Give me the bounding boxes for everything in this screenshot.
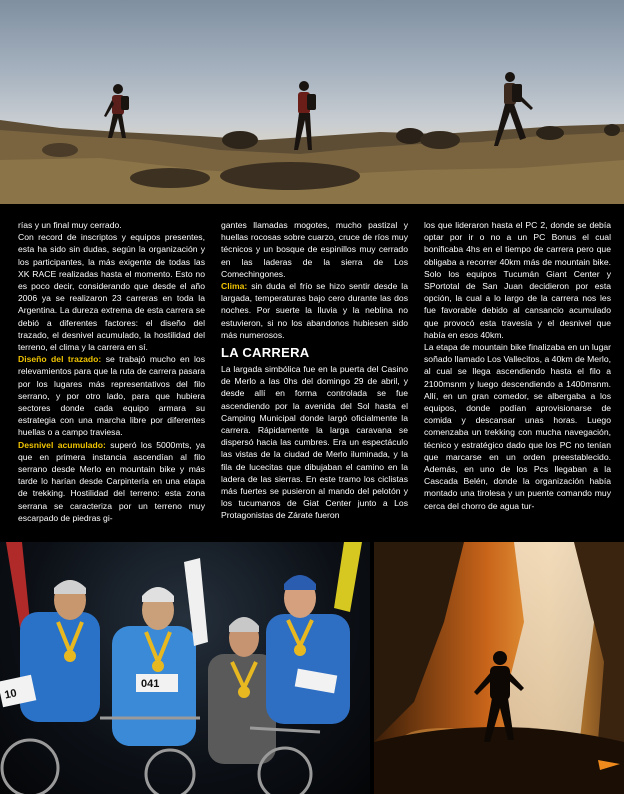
paragraph bbox=[221, 280, 408, 341]
paragraph-text: superó los 5000mts, ya que en primera instancia ascendían al filo serrano desde Merlo en mountain bike y más tarde lo harían desde Carpintería en una etapa de trekking. Hostilidad del terreno: esta zona serrana se caracteriza por un terreno muy escarpado de piedras gi- bbox=[18, 439, 205, 523]
svg-text:10: 10 bbox=[3, 687, 18, 702]
paragraph: los que lideraron hasta el PC 2, donde se debía optar por ir o no a un PC Bonus el cual bonificaba 4hs en el tiempo de carrera pero que obligaba a recorrer 40km más de mountain bike. Solo los equipos Tucumán Giant Center y SPortotal de San Juan decidieron por esta opción, la cual a lo largo de la carrera nos les fue favorable debido al cansancio acumulado que provocó esta travesía y el desnivel que había en esos 40km. bbox=[424, 220, 611, 340]
hiker-silhouette bbox=[104, 84, 129, 138]
highlight-lead: Diseño del trazado: bbox=[18, 354, 102, 365]
paragraph: rías y un final muy cerrado. bbox=[18, 220, 122, 230]
paragraph: Con record de inscriptos y equipos presentes, esta ha sido sin dudas, según la organización y los participantes, la más exigente de todas las XK RACE realizadas hasta el momento. Esto no es poco decir, considerando que desde el año 2006 ya se realizaron 23 carreras en toda la Argentina. La dureza extrema de esta carrera se debió a diferentes factores: el diseño del trazado, el desnivel acumulado, la hostilidad del terreno, el clima y la carrera en sí. bbox=[18, 232, 205, 353]
paragraph: gantes llamadas mogotes, mucho pastizal y huellas rocosas sobre cuarzo, cruce de ríos muy técnicos y un bosque de espinillos muy cerrado en las laderas de la sierra de Los Comechingones. bbox=[221, 220, 408, 279]
photo-cyclists-medals bbox=[0, 542, 370, 794]
bib-number: 041 bbox=[141, 678, 160, 690]
paragraph: La etapa de mountain bike finalizaba en un lugar soñado llamado Los Vallecitos, a 40km de Merlo, al cual se llega ascendiendo hasta el filo a 2100msnm y luego descendiendo a 1400msnm. Allí, en un gran comedor, se albergaba a los equipos, donde podían aprovisionarse de comida y descansar unas horas. Luego comenzaba un trekking con mucha navegación, técnico y estratégico dado que los PC no tenían que marcarse en un orden preestablecido. Además, en uno de los Pcs llegaban a la Cascada Belén, donde la organización había montado una tirolesa y un puente comando muy cerca del chorro de agua tur- bbox=[424, 342, 611, 511]
top-photo-trekkers bbox=[0, 0, 624, 204]
ridge-landscape-illustration bbox=[0, 0, 624, 204]
section-heading: LA CARRERA bbox=[221, 345, 310, 361]
text-column-3 bbox=[424, 219, 611, 533]
article-body bbox=[18, 219, 612, 533]
highlight-lead: Clima: bbox=[221, 281, 248, 292]
paragraph: La largada simbólica fue en la puerta del Casino de Merlo a las 0hs del domingo 29 de abril, y desde allí en forma controlada se fue ascendiendo por la avenida del Sol hasta el Camping Municipal donde largó oficialmente la carrera. Rápidamente la larga caravana se dispersó hacia las cumbres. Era un espectáculo las vistas de la ciudad de Merlo iluminada, y la fila de lucecitas que dibujaban el camino en la ladera de las sierras. En este tramo los ciclistas más fuertes se pusieron al mando del pelotón y los tucumanos de Giat Center junto a Los Protagonistas de Zárate fueron bbox=[221, 364, 408, 521]
cyclist-figure bbox=[0, 542, 100, 722]
cyclists-illustration bbox=[0, 542, 370, 794]
text-column-2 bbox=[221, 219, 408, 533]
highlight-lead: Desnivel acumulado: bbox=[18, 439, 106, 450]
text-column-1 bbox=[18, 219, 205, 533]
paragraph bbox=[18, 353, 205, 438]
cyclist-figure bbox=[208, 617, 276, 764]
paragraph-text: se trabajó mucho en los relevamientos para que la ruta de carrera pasara por los lugares más representativos del filo serrano, y por otro lado, para que hubiera sectores donde cada equipo armara su estrategia con una marcha libre por diferentes huellas o a campo traviesa. bbox=[18, 354, 205, 438]
waterfall-illustration bbox=[374, 542, 624, 794]
paragraph-text: sin duda el frío se hizo sentir desde la largada, temperaturas bajo cero durante las dos noches. Por suerte la lluvia y la neblina no estuvieron, si no los abandonos hubiesen sido más numerosos. bbox=[221, 281, 408, 340]
photo-waterfall-trekker bbox=[374, 542, 624, 794]
cyclist-figure bbox=[266, 542, 362, 724]
paragraph bbox=[18, 439, 205, 524]
